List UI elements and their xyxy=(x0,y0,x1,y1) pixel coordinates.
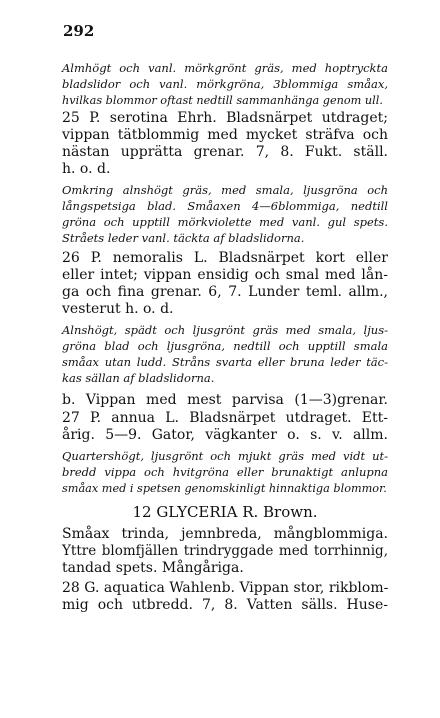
description-line: Stråets leder vanl. täckta af bladslidorna. xyxy=(62,231,305,245)
genus-description-line: tandad spets. Mångåriga. xyxy=(62,560,244,576)
description-line: Almhögt och vanl. mörkgrönt gräs, med hoptryckta xyxy=(62,61,388,75)
species-entry-line: årig. 5—9. Gator, vägkanter o. s. v. allm. xyxy=(62,427,388,443)
species-entry-line: mig och utbredd. 7, 8. Vatten sälls. Huse- xyxy=(62,597,388,613)
description-line: bredd vippa och hvitgröna eller brunaktigt anlupna xyxy=(62,465,388,479)
genus-heading: 12 GLYCERIA R. Brown. xyxy=(132,503,318,521)
description-line: småax med i spetsen genomskinligt hinnaktiga blommor. xyxy=(62,482,387,495)
species-entry-line: h. o. d. xyxy=(62,161,111,177)
description-line: Quartershögt, ljusgrönt och mjukt gräs med vidt ut- xyxy=(62,449,388,463)
species-entry-line: 27 P. annua L. Bladsnärpet utdraget. Ett- xyxy=(62,410,388,426)
genus-description-line: Yttre blomfjällen trindryggade med torrhinnig, xyxy=(62,543,388,559)
species-entry-line: vippan tätblommig med mycket sträfva och xyxy=(62,127,388,143)
species-entry-line: ga och fina grenar. 6, 7. Lunder teml. allm., xyxy=(62,284,388,300)
description-line: Alnshögt, spädt och ljusgrönt gräs med smala, ljus- xyxy=(62,323,388,337)
description-line: långspetsiga blad. Småaxen 4—6blommiga, nedtill xyxy=(62,199,388,213)
genus-description-line: Småax trinda, jemnbreda, mångblommiga. xyxy=(62,526,388,542)
description-line: kas sällan af bladslidorna. xyxy=(62,371,215,385)
species-entry-line: 26 P. nemoralis L. Bladsnärpet kort eller xyxy=(62,250,388,266)
description-line: gröna och upptill mörkviolette med vanl. gul spets. xyxy=(62,215,388,229)
species-entry-line: nästan upprätta grenar. 7, 8. Fukt. ställ. xyxy=(62,144,388,160)
description-line: hvilkas blommor oftast nedtill sammanhänga genom ull. xyxy=(62,94,383,107)
description-line: bladslidor och vanl. mörkgröna, 3blommiga småax, xyxy=(62,77,388,91)
species-entry-line: eller intet; vippan ensidig och smal med lån- xyxy=(62,267,388,283)
page-number: 292 xyxy=(63,22,95,40)
species-entry-line: vesterut h. o. d. xyxy=(62,301,174,317)
description-line: småax utan ludd. Stråns svarta eller bruna leder täc- xyxy=(62,355,388,369)
description-line: Omkring alnshögt gräs, med smala, ljusgröna och xyxy=(62,183,388,197)
species-entry-line: 25 P. serotina Ehrh. Bladsnärpet utdraget; xyxy=(62,110,388,126)
description-line: gröna blad och ljusgröna, nedtill och upptill smala xyxy=(62,339,388,353)
species-entry-line: 28 G. aquatica Wahlenb. Vippan stor, rikblom- xyxy=(62,580,389,596)
subsection-line: b. Vippan med mest parvisa (1—3)grenar. xyxy=(62,392,388,408)
